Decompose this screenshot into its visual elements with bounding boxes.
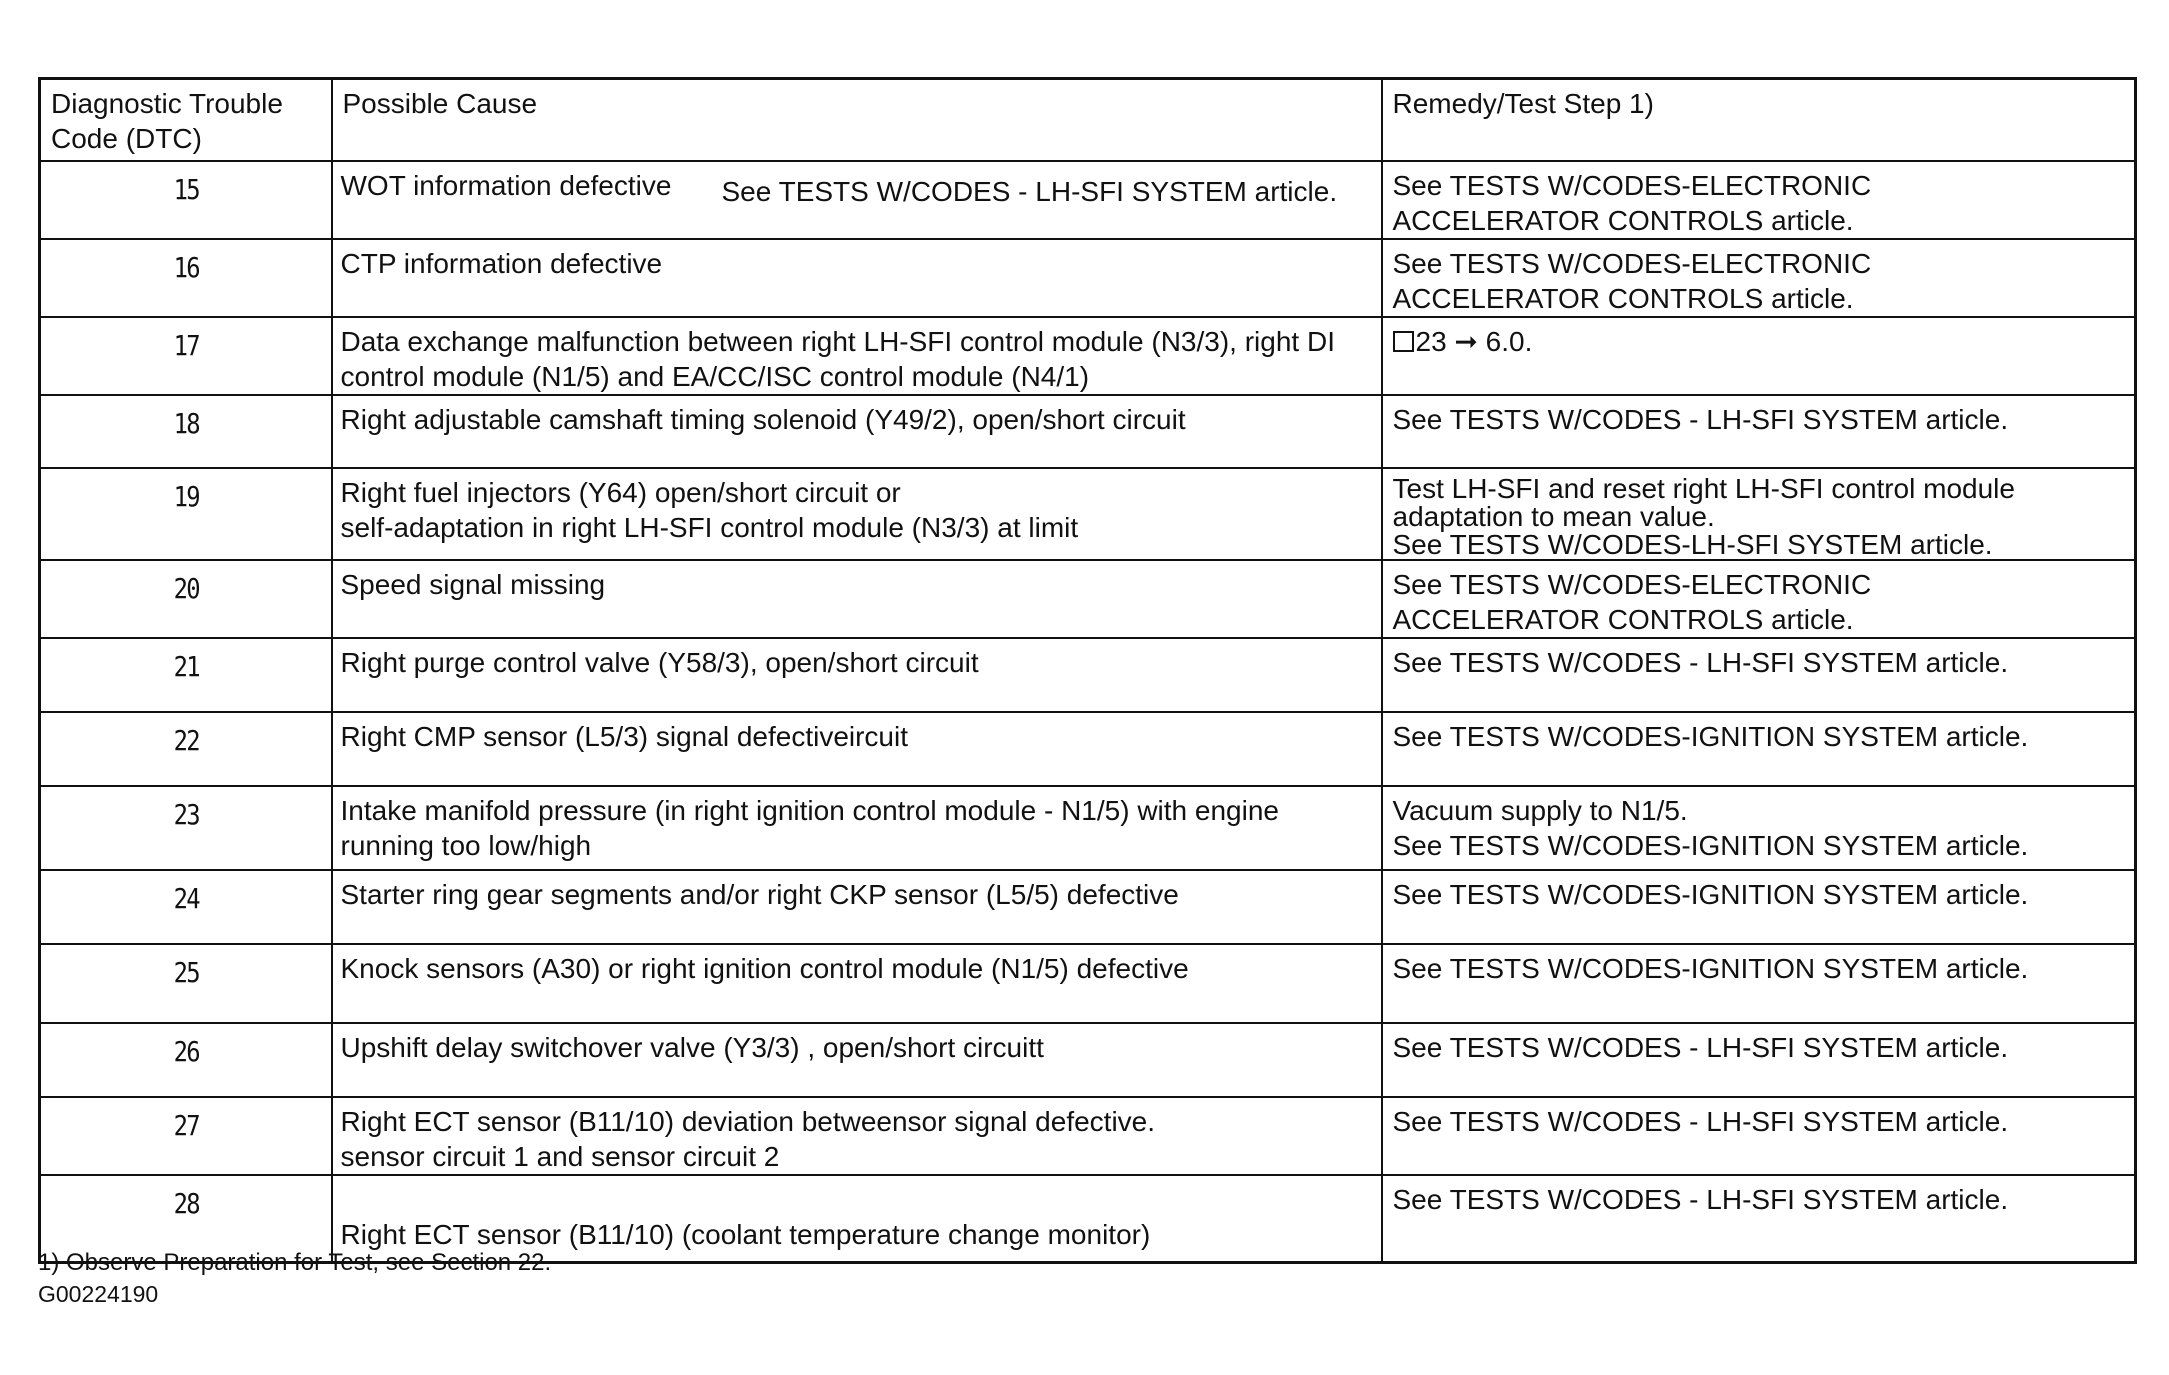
remedy-line: See TESTS W/CODES-IGNITION SYSTEM article. <box>1392 953 2029 984</box>
table-row <box>40 395 2136 468</box>
remedy-test-step <box>1382 468 2136 560</box>
header-dtc-line: Code (DTC) <box>51 123 202 154</box>
possible-cause-line: Intake manifold pressure (in right ignition control module - N1/5) with engine <box>340 795 1279 826</box>
possible-cause-line: Data exchange malfunction between right LH-SFI control module (N3/3), right DI <box>340 326 1335 357</box>
possible-cause <box>332 239 1382 317</box>
dtc-code: 21 <box>61 638 309 712</box>
dtc-code: 25 <box>61 944 309 1023</box>
possible-cause-line: CTP information defective <box>340 248 663 279</box>
remedy-test-step <box>1382 870 2136 944</box>
possible-cause-line: Right CMP sensor (L5/3) signal defectiveircuit <box>340 721 909 752</box>
possible-cause-line: Right fuel injectors (Y64) open/short circuit or <box>340 477 901 508</box>
header-remedy: Remedy/Test Step 1) <box>1382 79 2136 162</box>
table-row <box>40 317 2136 395</box>
remedy-line: Test LH-SFI and reset right LH-SFI control module <box>1392 473 2015 504</box>
possible-cause-line: sensor circuit 1 and sensor circuit 2 <box>340 1141 780 1172</box>
possible-cause <box>332 468 1382 560</box>
remedy-test-step <box>1382 1097 2136 1175</box>
remedy-line: ACCELERATOR CONTROLS article. <box>1392 283 1854 314</box>
remedy-test-step <box>1382 638 2136 712</box>
remedy-line: See TESTS W/CODES-IGNITION SYSTEM article. <box>1392 879 2029 910</box>
possible-cause <box>332 638 1382 712</box>
remedy-test-step <box>1382 161 2136 239</box>
possible-cause-line <box>341 1182 1375 1217</box>
remedy-line: See TESTS W/CODES - LH-SFI SYSTEM article. <box>1392 1184 2009 1215</box>
remedy-line: See TESTS W/CODES-LH-SFI SYSTEM article. <box>1392 529 1993 560</box>
possible-cause <box>332 786 1382 870</box>
dtc-code: 17 <box>61 317 309 395</box>
table-row <box>40 161 2136 239</box>
remedy-line: See TESTS W/CODES - LH-SFI SYSTEM article. <box>1392 1032 2009 1063</box>
table-row <box>40 870 2136 944</box>
possible-cause-line: Knock sensors (A30) or right ignition control module (N1/5) defective <box>340 953 1189 984</box>
table-body <box>40 161 2136 1262</box>
possible-cause <box>332 1023 1382 1097</box>
remedy-line: See TESTS W/CODES - LH-SFI SYSTEM article. <box>1392 1106 2009 1137</box>
dtc-code: 20 <box>61 560 309 638</box>
remedy-line: See TESTS W/CODES-ELECTRONIC <box>1392 170 1872 201</box>
dtc-code: 23 <box>61 786 309 870</box>
header-dtc <box>40 79 332 162</box>
remedy-line: See TESTS W/CODES-ELECTRONIC <box>1392 248 1872 279</box>
table-row <box>40 638 2136 712</box>
remedy-line: See TESTS W/CODES - LH-SFI SYSTEM article. <box>1392 647 2009 678</box>
possible-cause-line: Right ECT sensor (B11/10) (coolant temperature change monitor) <box>340 1219 1151 1250</box>
possible-cause <box>332 395 1382 468</box>
remedy-test-step <box>1382 1023 2136 1097</box>
possible-cause-line: Right purge control valve (Y58/3), open/short circuit <box>340 647 979 678</box>
dtc-code: 26 <box>61 1023 309 1097</box>
possible-cause-line: Right adjustable camshaft timing solenoid (Y49/2), open/short circuit <box>340 404 1186 435</box>
remedy-test-step <box>1382 1175 2136 1262</box>
remedy-line: See TESTS W/CODES-IGNITION SYSTEM article. <box>1392 721 2029 752</box>
possible-cause <box>332 712 1382 786</box>
table-row <box>40 560 2136 638</box>
table-row <box>40 239 2136 317</box>
remedy-line <box>1393 324 2127 359</box>
table-row <box>40 712 2136 786</box>
remedy-line: See TESTS W/CODES - LH-SFI SYSTEM article. <box>1392 404 2009 435</box>
possible-cause <box>332 944 1382 1023</box>
table-row <box>40 786 2136 870</box>
remedy-line: Vacuum supply to N1/5. <box>1392 795 1688 826</box>
remedy-test-step <box>1382 944 2136 1023</box>
table-row <box>40 468 2136 560</box>
header-dtc-line: Diagnostic Trouble <box>51 88 283 119</box>
dtc-code: 16 <box>61 239 309 317</box>
possible-cause-line: self-adaptation in right LH-SFI control module (N3/3) at limit <box>340 512 1079 543</box>
remedy-line-text: 23 ➞ 6.0. <box>1415 326 1533 357</box>
dtc-code: 28 <box>61 1175 309 1262</box>
possible-cause-line: control module (N1/5) and EA/CC/ISC control module (N4/1) <box>340 361 1090 392</box>
table-row <box>40 1097 2136 1175</box>
table-row <box>40 1023 2136 1097</box>
remedy-test-step <box>1382 560 2136 638</box>
dtc-code: 18 <box>61 395 309 468</box>
remedy-line: See TESTS W/CODES-IGNITION SYSTEM article. <box>1392 830 2029 861</box>
possible-cause <box>332 560 1382 638</box>
possible-cause <box>332 1097 1382 1175</box>
possible-cause <box>332 870 1382 944</box>
remedy-test-step <box>1382 317 2136 395</box>
possible-cause-line: running too low/high <box>340 830 592 861</box>
remedy-line: See TESTS W/CODES-ELECTRONIC <box>1392 569 1872 600</box>
remedy-test-step <box>1382 239 2136 317</box>
remedy-line: adaptation to mean value. <box>1392 501 1715 532</box>
test-step-box-icon <box>1393 331 1414 352</box>
possible-cause-line: Upshift delay switchover valve (Y3/3) , open/short circuitt <box>340 1032 1044 1063</box>
remedy-test-step <box>1382 395 2136 468</box>
dtc-code: 19 <box>61 468 309 560</box>
possible-cause-line: Right ECT sensor (B11/10) deviation betweensor signal defective. <box>340 1106 1156 1137</box>
dtc-code: 24 <box>61 870 309 944</box>
remedy-test-step <box>1382 712 2136 786</box>
header-possible-cause: Possible Cause <box>332 79 1382 162</box>
remedy-line: ACCELERATOR CONTROLS article. <box>1392 205 1854 236</box>
table-row <box>40 944 2136 1023</box>
possible-cause <box>332 317 1382 395</box>
dtc-code: 22 <box>61 712 309 786</box>
possible-cause-line: Starter ring gear segments and/or right CKP sensor (L5/5) defective <box>340 879 1179 910</box>
footnote: 1) Observe Preparation for Test, see Section 22. <box>38 1249 552 1276</box>
table-header-row <box>40 79 2136 162</box>
remedy-line: ACCELERATOR CONTROLS article. <box>1392 604 1854 635</box>
dtc-code: 27 <box>61 1097 309 1175</box>
possible-cause-line: WOT information defective <box>340 170 672 201</box>
possible-cause-extra-note: See TESTS W/CODES - LH-SFI SYSTEM article. <box>721 176 1338 207</box>
possible-cause-line: Speed signal missing <box>340 569 606 600</box>
dtc-table <box>38 77 2137 1264</box>
figure-id: G00224190 <box>38 1281 159 1307</box>
possible-cause <box>332 161 1382 239</box>
remedy-test-step <box>1382 786 2136 870</box>
dtc-code: 15 <box>61 161 309 239</box>
